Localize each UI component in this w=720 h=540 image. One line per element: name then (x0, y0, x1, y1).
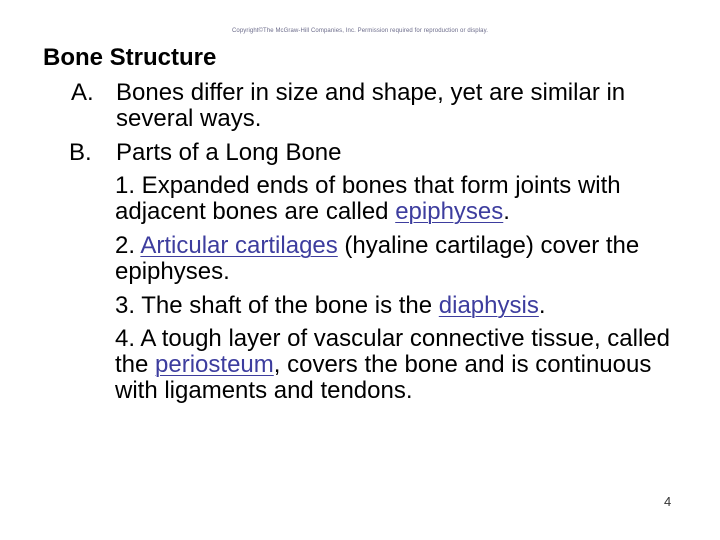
slide-title: Bone Structure (43, 44, 217, 71)
sub-item-1-end: . (503, 198, 510, 225)
sub-item-4 (115, 326, 690, 404)
list-item-a (71, 80, 636, 132)
list-item-a-text: Bones differ in size and shape, yet are similar in several ways. (116, 79, 626, 132)
sub-item-3-end: . (538, 292, 546, 319)
term-diaphysis-link[interactable]: diaphysis (438, 292, 539, 319)
sub-item-3 (115, 293, 715, 319)
term-epiphyses-link[interactable]: epiphyses (395, 198, 504, 225)
sub-item-2-end: (hyaline cartilage) cover the epiphyses. (115, 232, 640, 285)
sub-item-2 (115, 233, 690, 285)
sub-item-1 (115, 173, 660, 225)
sub-item-2-text: 2. (115, 232, 141, 259)
sub-item-4-text: 4. A tough layer of vascular connective tissue, called the (115, 325, 670, 378)
term-periosteum-link[interactable]: periosteum (155, 351, 274, 378)
list-item-b-text: Parts of a Long Bone (116, 139, 342, 166)
copyright-notice: Copyright©The McGraw-Hill Companies, Inc. Permission required for reproduction or display. (231, 28, 489, 34)
sub-item-3-text: 3. The shaft of the bone is the (115, 292, 439, 319)
page-number: 4 (664, 494, 672, 509)
sub-item-4-end: , covers the bone and is continuous with ligaments and tendons. (115, 351, 652, 404)
list-marker-b: B. (69, 139, 92, 166)
list-item-b (69, 140, 342, 166)
sub-item-1-text: 1. Expanded ends of bones that form joints with adjacent bones are called (115, 172, 621, 225)
term-articular-cartilages-link[interactable]: Articular cartilages (140, 232, 338, 259)
list-marker-a: A. (71, 79, 94, 106)
